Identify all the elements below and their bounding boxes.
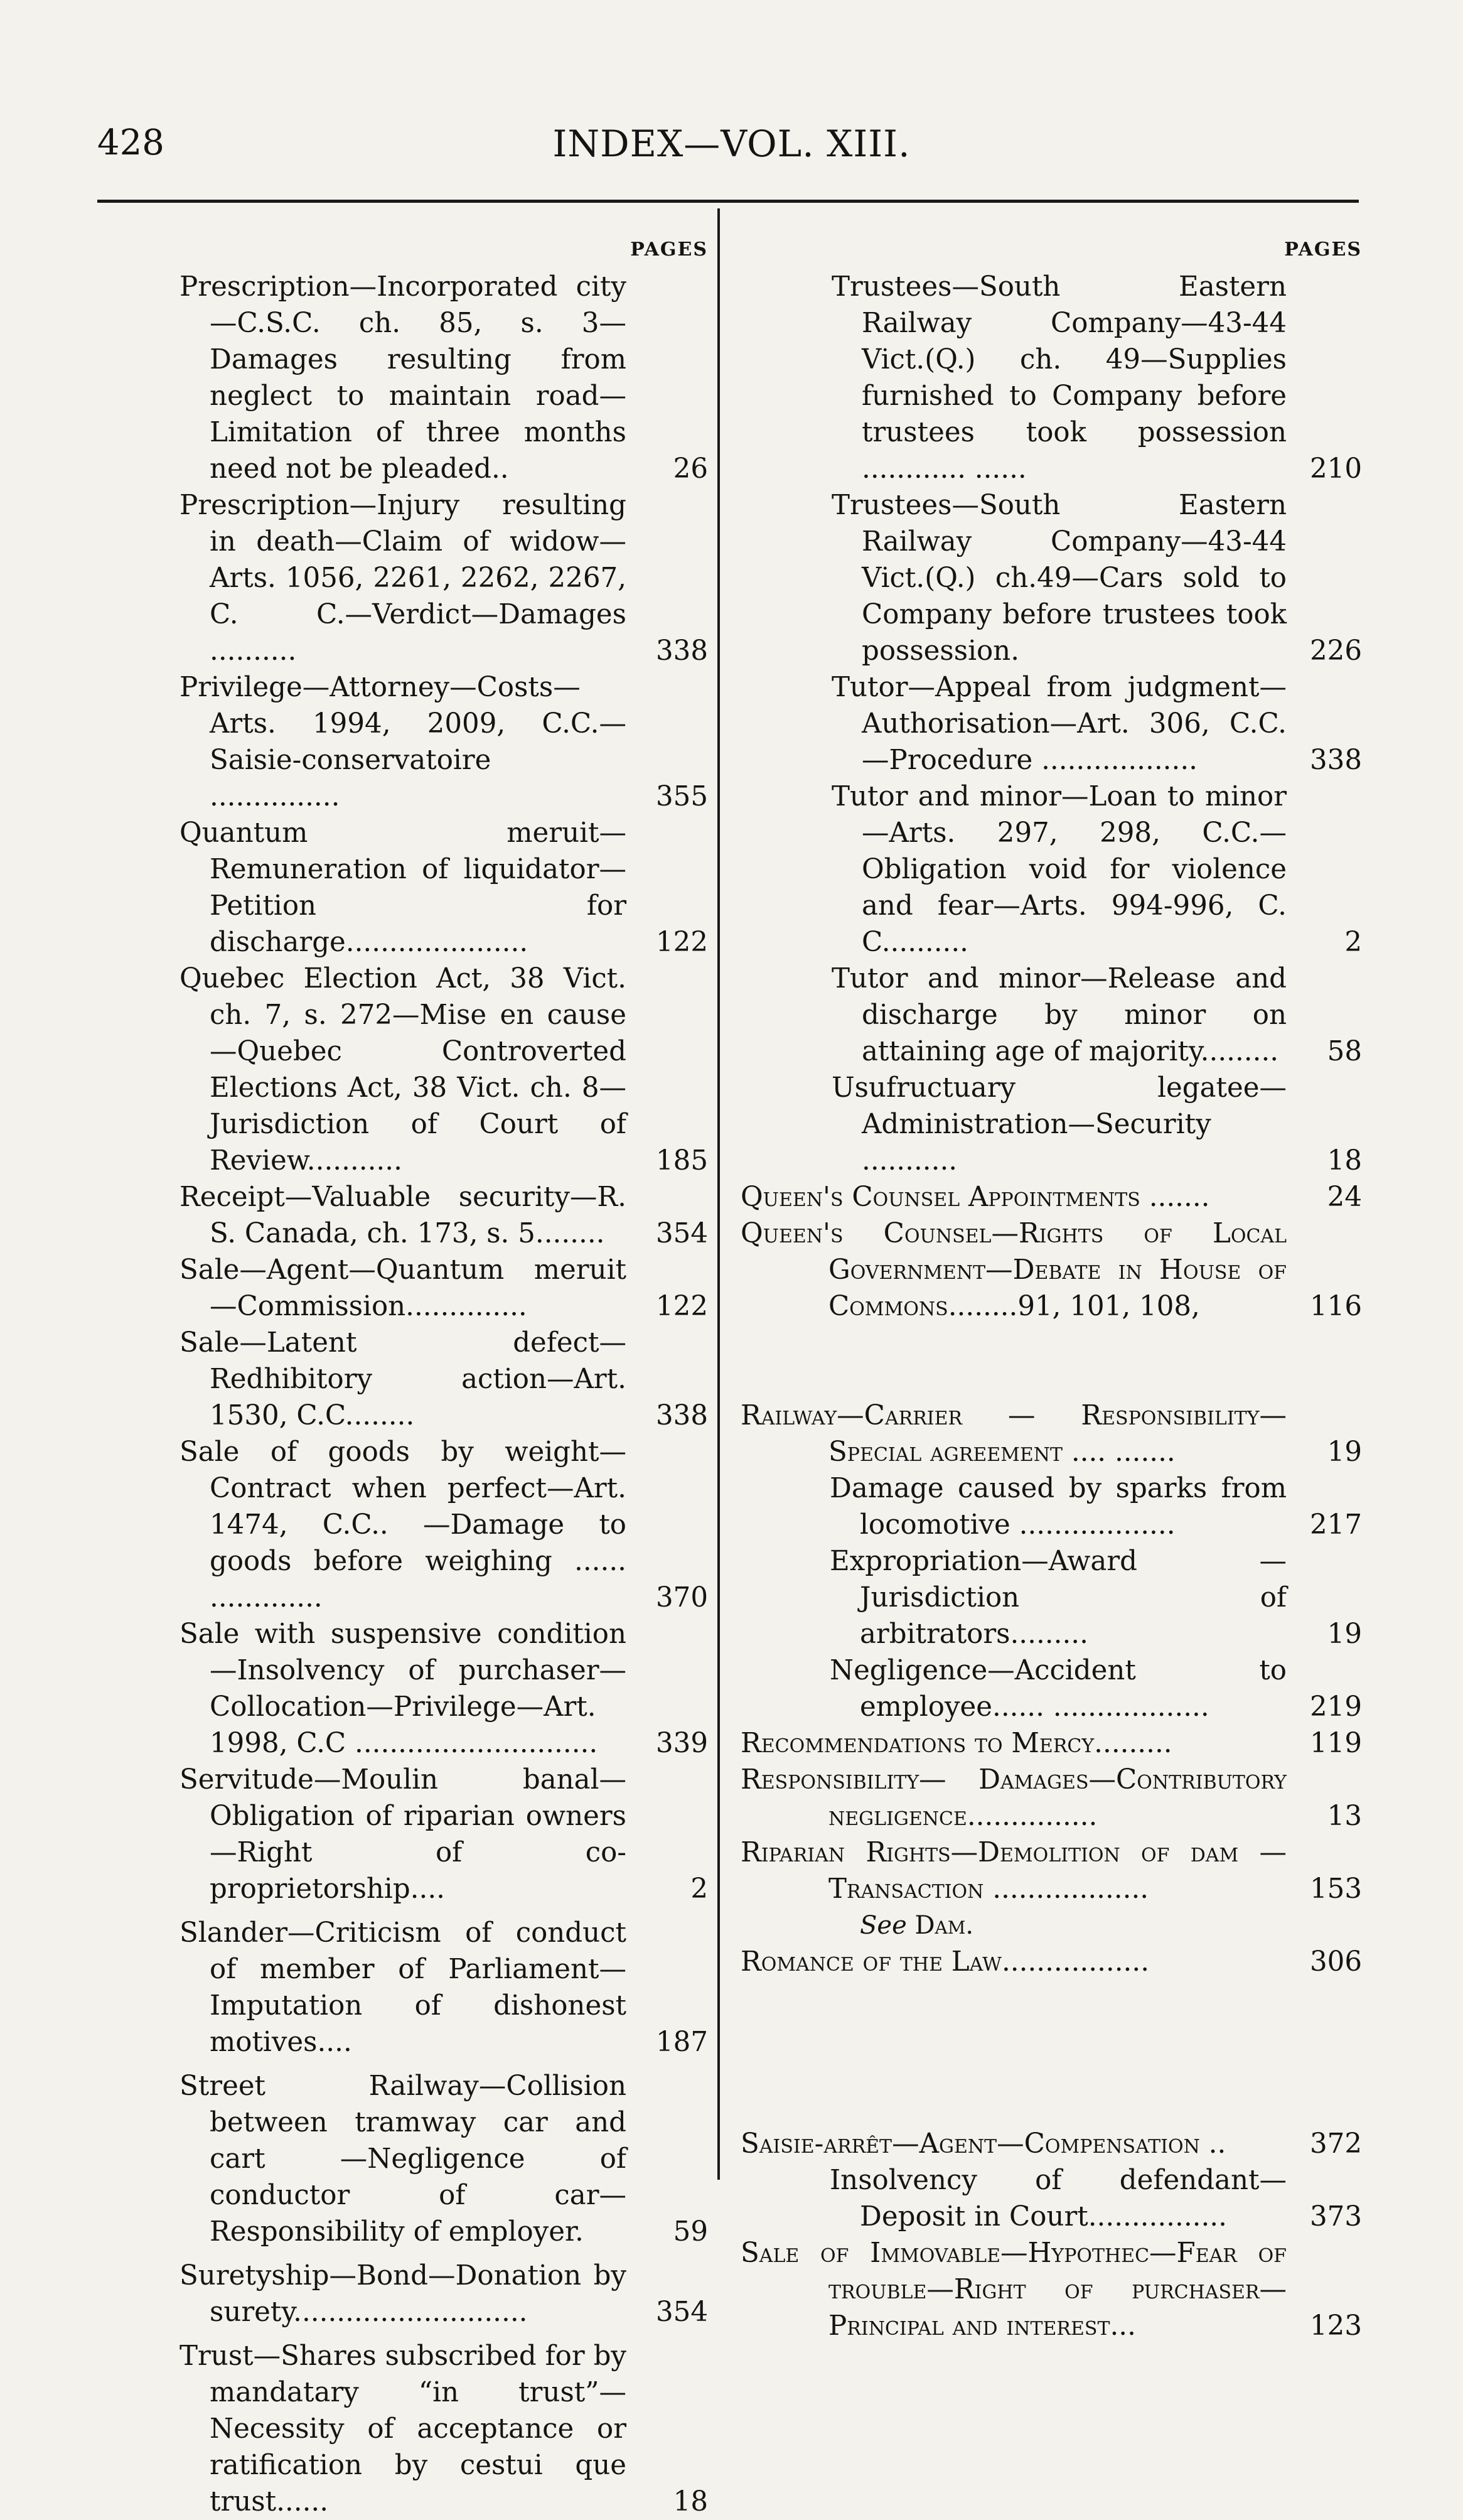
left-column: [180, 239, 708, 2520]
entry-page: 116: [1309, 1291, 1362, 1322]
index-entry: [741, 1762, 1362, 1834]
entry-text: Usufructuary legatee—Administration—Security ...........: [832, 1072, 1287, 1177]
entry-text: Sale—Agent—Quantum meruit —Commission..............: [180, 1254, 626, 1322]
entry-page: 2: [1344, 927, 1362, 958]
entry-text: Railway—Carrier — Responsibility—Special agreement .... .......: [741, 1400, 1287, 1468]
index-entry: [741, 961, 1362, 1070]
entry-page: 210: [1309, 453, 1362, 485]
index-entry: [180, 669, 708, 815]
entry-page: 338: [1309, 745, 1362, 776]
entry-page: 372: [1309, 2128, 1362, 2160]
index-entry: [180, 1915, 708, 2060]
index-entry: [180, 2338, 708, 2520]
entry-page: 217: [1309, 1509, 1362, 1541]
entry-page: 338: [655, 635, 708, 667]
entry-text: Servitude—Moulin banal—Obligation of riparian owners—Right of co-proprietorship....: [180, 1764, 626, 1905]
index-entry: [741, 1397, 1362, 1470]
index-entry: [180, 1252, 708, 1325]
entry-page: 24: [1327, 1182, 1362, 1213]
entry-page: 58: [1327, 1036, 1362, 1067]
cross-reference: [741, 1907, 1362, 1944]
index-entry: [180, 269, 708, 487]
entry-page: 226: [1309, 635, 1362, 667]
index-entry: [180, 1434, 708, 1616]
index-entry: [180, 2258, 708, 2330]
entry-page: 370: [655, 1582, 708, 1613]
page-number: 428: [97, 122, 164, 163]
entry-text: Damage caused by sparks from locomotive ..................: [830, 1473, 1287, 1541]
entry-page: 354: [655, 2297, 708, 2328]
page-title: INDEX—VOL. XIII.: [552, 122, 911, 165]
entry-text: Queen's Counsel Appointments .......: [741, 1182, 1210, 1213]
entry-text: Trustees—South Eastern Railway Company—43-44 Vict.(Q.) ch.49—Cars sold to Company before trustees took possession.: [832, 490, 1287, 667]
entry-text: Riparian Rights—Demolition of dam —Transaction ..................: [741, 1837, 1287, 1905]
entry-page: 355: [655, 781, 708, 812]
entry-text: Responsibility— Damages—Contributory negligence...............: [741, 1764, 1287, 1832]
entry-page: 59: [673, 2216, 708, 2248]
index-entry: [741, 1725, 1362, 1762]
entry-text: Insolvency of defendant—Deposit in Court................: [830, 2165, 1287, 2232]
index-entry: [180, 1616, 708, 1762]
entry-page: 18: [673, 2486, 708, 2517]
entry-page: 122: [655, 1291, 708, 1322]
pages-label: PAGES: [630, 239, 708, 261]
see-target: Dam.: [914, 1911, 974, 1940]
entry-page: 19: [1327, 1618, 1362, 1650]
index-entry: [180, 1325, 708, 1434]
index-subentry: [741, 2162, 1362, 2235]
entry-text: Saisie-arrêt—Agent—Compensation ..: [741, 2128, 1226, 2160]
index-entry: [741, 1070, 1362, 1179]
entry-page: 219: [1309, 1691, 1362, 1723]
index-entry: [741, 778, 1362, 961]
entry-text: Privilege—Attorney—Costs—Arts. 1994, 2009, C.C.—Saisie-conservatoire ...............: [180, 672, 626, 812]
entry-text: Recommendations to Mercy.........: [741, 1728, 1172, 1759]
entry-page: 2: [690, 1873, 708, 1905]
index-entry: [741, 1834, 1362, 1907]
index-entry: [741, 2235, 1362, 2344]
entry-text: Tutor—Appeal from judgment—Authorisation—Art. 306, C.C. —Procedure ..................: [832, 672, 1287, 776]
entry-text: Trustees—South Eastern Railway Company—43-44 Vict.(Q.) ch. 49—Supplies furnished to Company before trustees took possession ............ ......: [832, 271, 1287, 485]
entry-page: 338: [655, 1400, 708, 1431]
column-divider: [717, 208, 720, 2180]
entry-text: Suretyship—Bond—Donation by surety...........................: [180, 2260, 626, 2328]
index-entry: [741, 1944, 1362, 1980]
entry-text: Tutor and minor—Loan to minor —Arts. 297, 298, C.C.—Obligation void for violence and fear—Arts. 994-996, C. C..........: [832, 781, 1287, 958]
entry-text: Queen's Counsel—Rights of Local Government—Debate in House of Commons........91, 101, 108,: [741, 1218, 1287, 1322]
index-entry: [180, 487, 708, 669]
entry-text: Tutor and minor—Release and discharge by minor on attaining age of majority.........: [832, 963, 1287, 1067]
index-entry: [741, 1179, 1362, 1215]
entry-text: Expropriation—Award — Jurisdiction of arbitrators.........: [830, 1546, 1287, 1650]
entry-page: 185: [655, 1145, 708, 1177]
index-entry: [180, 1179, 708, 1252]
pages-label: PAGES: [1284, 239, 1362, 261]
entry-page: 122: [655, 927, 708, 958]
entry-text: Quantum meruit—Remuneration of liquidator—Petition for discharge.....................: [180, 817, 626, 958]
index-entry: [180, 2068, 708, 2250]
index-entry: [180, 961, 708, 1179]
entry-text: Quebec Election Act, 38 Vict. ch. 7, s. 272—Mise en cause—Quebec Controverted Elections Act, 38 Vict. ch. 8—Jurisdiction of Court of Review...........: [180, 963, 626, 1177]
entry-page: 119: [1309, 1728, 1362, 1759]
entry-page: 306: [1309, 1946, 1362, 1978]
entry-page: 123: [1309, 2310, 1362, 2342]
entry-text: Prescription—Injury resulting in death—Claim of widow—Arts. 1056, 2261, 2262, 2267, C. C.—Verdict—Damages ..........: [180, 490, 626, 667]
entry-text: Romance of the Law.................: [741, 1946, 1150, 1978]
entry-page: 339: [655, 1728, 708, 1759]
entry-page: 19: [1327, 1436, 1362, 1468]
entry-text: Sale of Immovable—Hypothec—Fear of trouble—Right of purchaser—Principal and interest...: [741, 2237, 1287, 2342]
index-entry: [741, 487, 1362, 669]
entry-page: 13: [1327, 1801, 1362, 1832]
entry-text: Sale with suspensive condition—Insolvency of purchaser—Collocation—Privilege—Art. 1998, C.C ............................: [180, 1618, 626, 1759]
index-entry: [741, 2126, 1362, 2162]
index-subentry: [741, 1470, 1362, 1543]
entry-text: Sale of goods by weight—Contract when perfect—Art. 1474, C.C.. —Damage to goods before weighing ...... .............: [180, 1436, 626, 1613]
entry-page: 187: [655, 2027, 708, 2058]
see-prefix: See: [860, 1911, 907, 1940]
entry-text: Sale—Latent defect—Redhibitory action—Art. 1530, C.C........: [180, 1327, 626, 1431]
entry-text: Negligence—Accident to employee...... ..................: [830, 1655, 1287, 1723]
header-rule: [97, 200, 1359, 203]
right-column: [741, 239, 1362, 2344]
entry-text: Prescription—Incorporated city —C.S.C. ch. 85, s. 3—Damages resulting from neglect to maintain road—Limitation of three months need not be pleaded..: [180, 271, 626, 485]
entry-text: Trust—Shares subscribed for by mandatary “in trust”—Necessity of acceptance or ratification by cestui que trust......: [180, 2340, 626, 2517]
entry-text: Slander—Criticism of conduct of member of Parliament—Imputation of dishonest motives....: [180, 1917, 626, 2058]
entry-page: 26: [673, 453, 708, 485]
entry-page: 153: [1309, 1873, 1362, 1905]
index-entry: [741, 669, 1362, 778]
index-entry: [741, 1215, 1362, 1325]
index-entry: [180, 1762, 708, 1907]
index-entry: [180, 815, 708, 961]
entry-text: Street Railway—Collision between tramway car and cart —Negligence of conductor of car—Responsibility of employer.: [180, 2070, 626, 2248]
page-header: [0, 122, 1463, 179]
entry-page: 354: [655, 1218, 708, 1249]
index-subentry: [741, 1652, 1362, 1725]
entry-page: 373: [1309, 2201, 1362, 2232]
index-entry: [741, 269, 1362, 487]
index-subentry: [741, 1543, 1362, 1652]
entry-text: Receipt—Valuable security—R. S. Canada, ch. 173, s. 5........: [180, 1182, 626, 1249]
entry-page: 18: [1327, 1145, 1362, 1177]
